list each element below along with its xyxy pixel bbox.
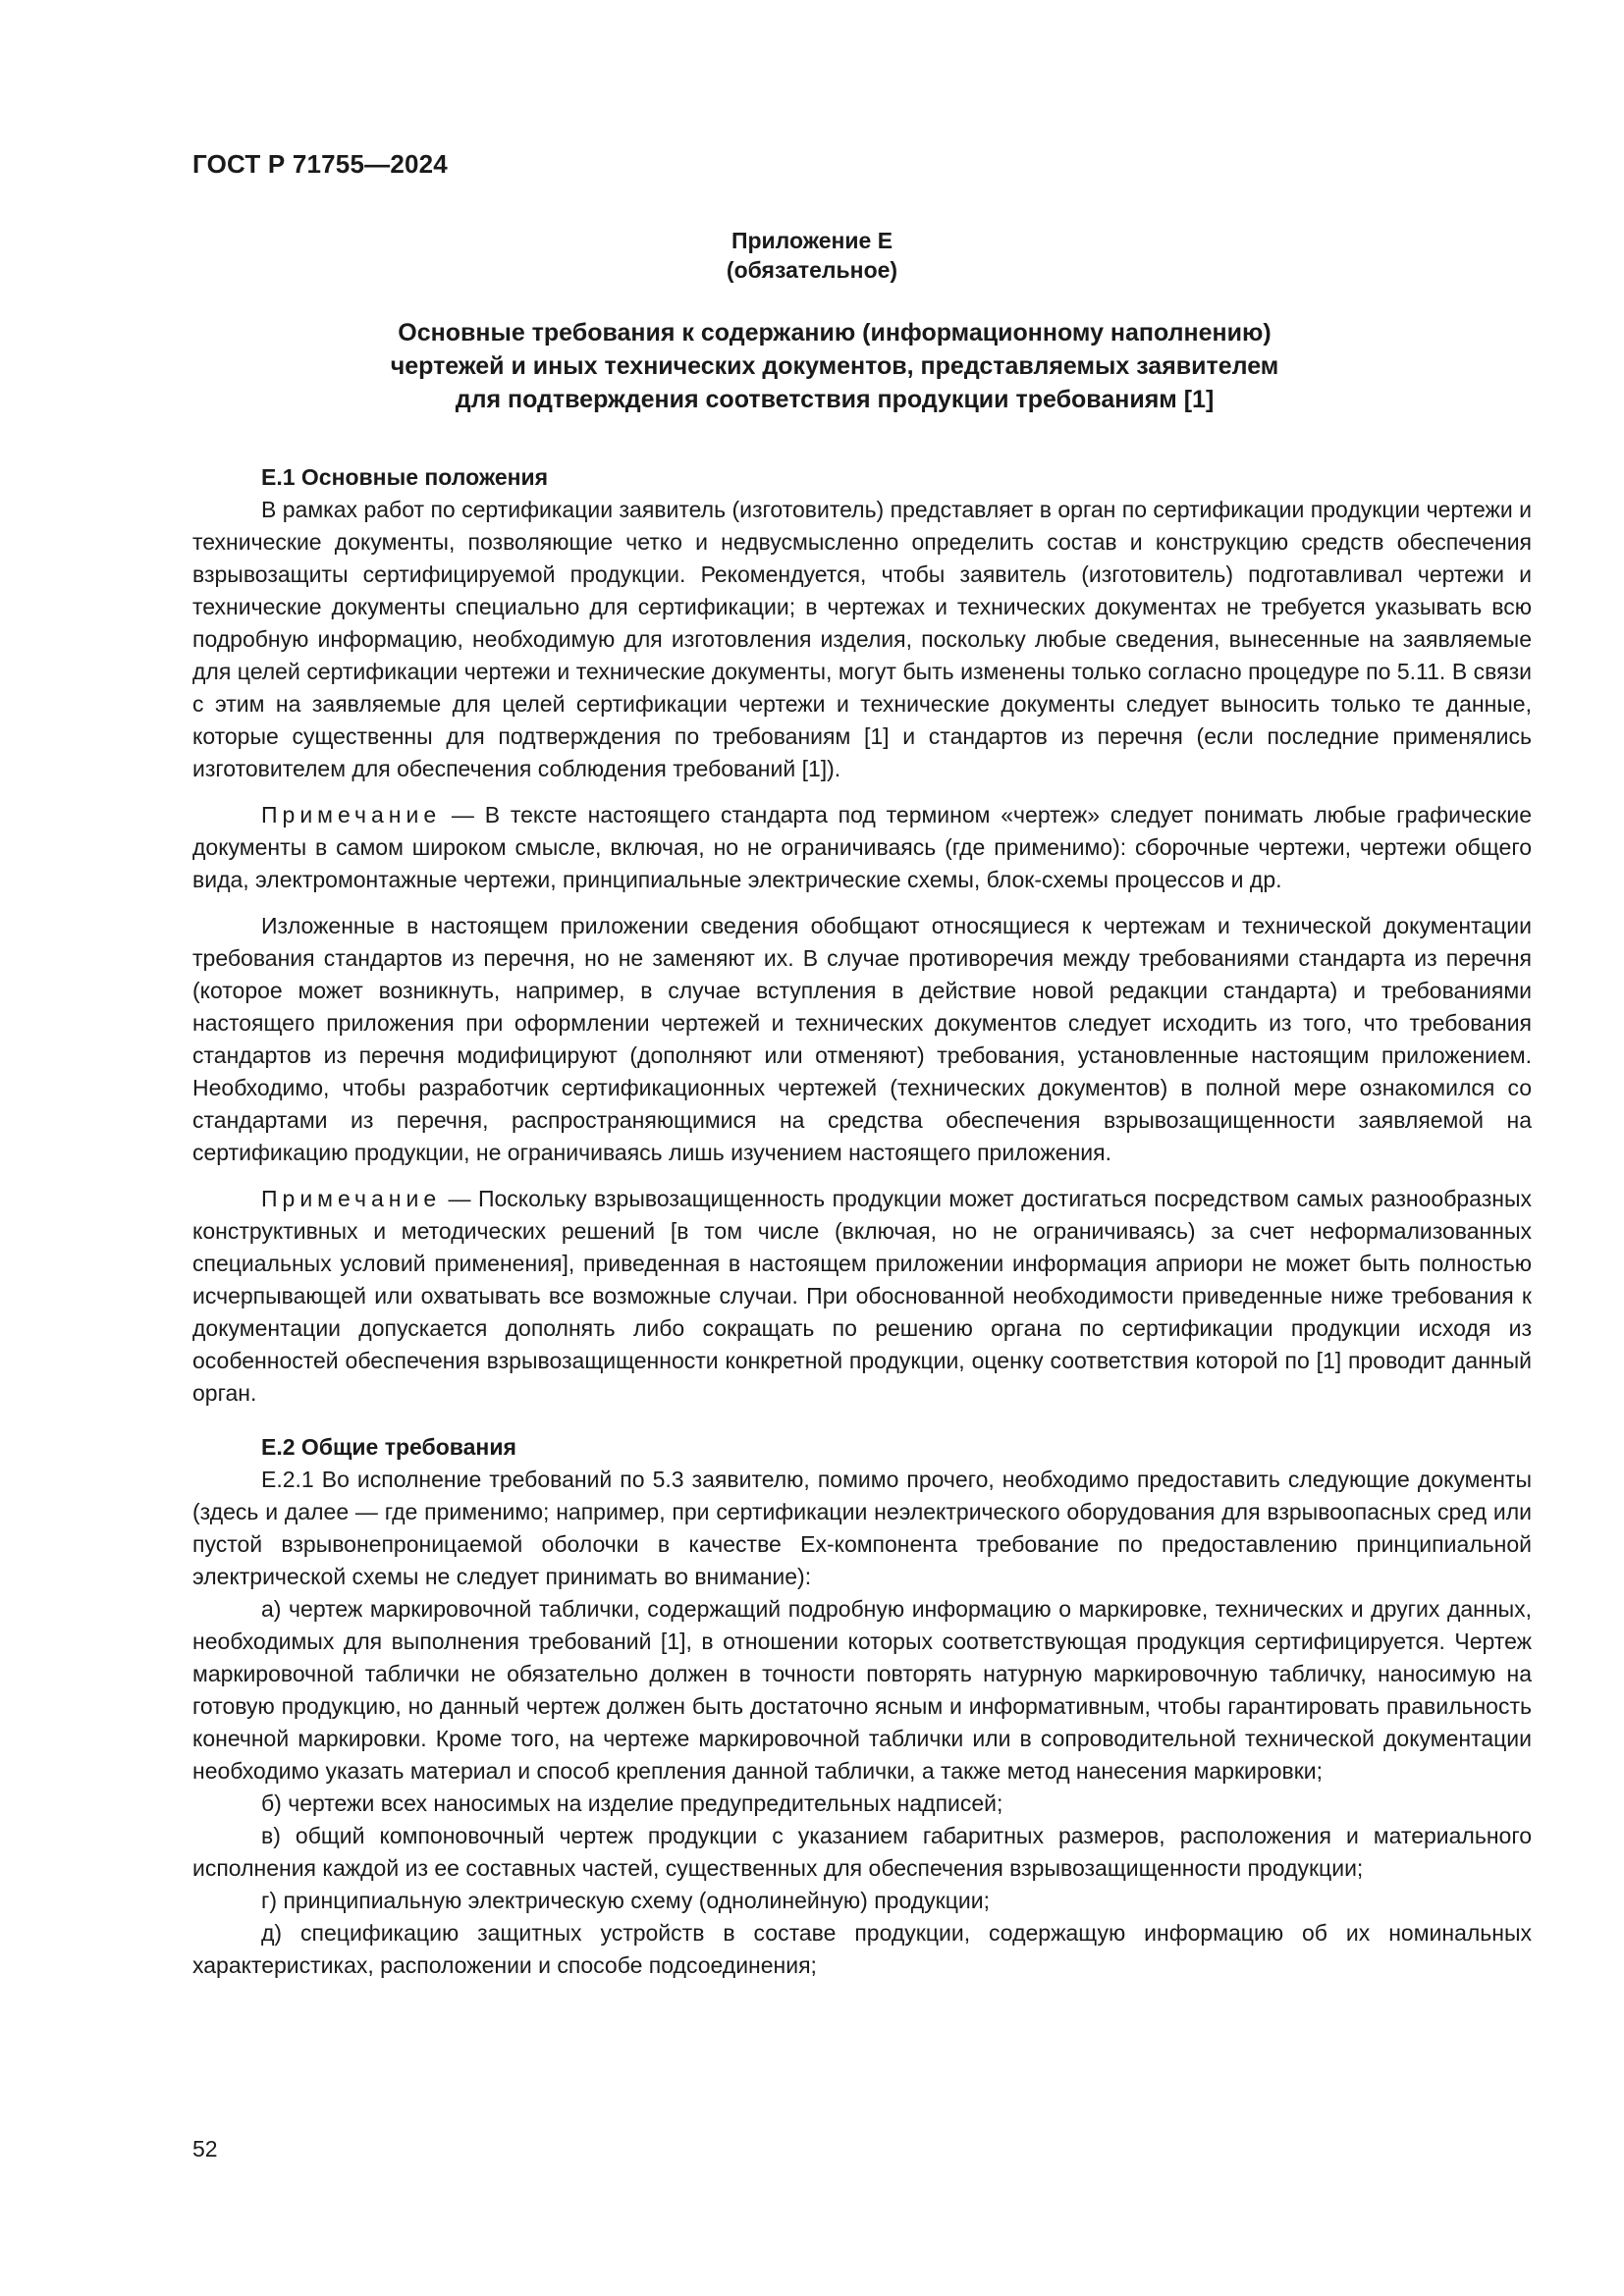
list-item: а) чертеж маркировочной таблички, содержащий подробную информацию о маркировке, технических и других данных, необходимых для выполнения требований [1], в отношении которых соответствующая продукция сертифицируется. Чертеж маркировочной таблички не обязательно должен в точности повторять натурную маркировочную табличку, наносимую на готовую продукцию, но данный чертеж должен быть достаточно ясным и информативным, чтобы гарантировать правильность конечной маркировки. Кроме того, на чертеже маркировочной таблички или в сопроводительной технической документации необходимо указать материал и способ крепления данной таблички, а также метод нанесения маркировки; <box>192 1596 1532 1784</box>
paragraph: В рамках работ по сертификации заявитель (изготовитель) представляет в орган по сертификации продукции чертежи и технические документы, позволяющие четко и недвусмысленно определить состав и конструкцию средств обеспечения взрывозащиты сертифицируемой продукции. Рекомендуется, чтобы заявитель (изготовитель) подготавливал чертежи и технические документы специально для сертификации; в чертежах и технических документах не требуется указывать всю подробную информацию, необходимую для изготовления изделия, поскольку любые сведения, вынесенные на заявляемые для целей сертификации чертежи и технические документы, могут быть изменены только согласно процедуре по 5.11. В связи с этим на заявляемые для целей сертификации чертежи и технические документы следует выносить только те данные, которые существенны для подтверждения по требованиям [1] и стандартов из перечня (если последние применялись изготовителем для обеспечения соблюдения требований [1]). <box>192 497 1532 781</box>
list-item: б) чертежи всех наносимых на изделие предупредительных надписей; <box>261 1790 1003 1816</box>
paragraph: Е.2.1 Во исполнение требований по 5.3 заявителю, помимо прочего, необходимо предоставить следующие документы (здесь и далее — где применимо; например, при сертификации неэлектрического оборудования для взрывоопасных сред или пустой взрывонепроницаемой оболочки в качестве Ех-компонента требование по предоставлению принципиальной электрической схемы не следует принимать во внимание): <box>192 1467 1532 1589</box>
appendix-status: (обязательное) <box>726 257 898 283</box>
list-item: г) принципиальную электрическую схему (однолинейную) продукции; <box>261 1888 990 1913</box>
list-item: в) общий компоновочный чертеж продукции с указанием габаритных размеров, расположения и материального исполнения каждой из ее составных частей, существенных для обеспечения взрывозащищенности продукции; <box>192 1823 1532 1881</box>
note-label: Примечание <box>261 802 442 828</box>
list-item: д) спецификацию защитных устройств в составе продукции, содержащую информацию об их номинальных характеристиках, расположении и способе подсоединения; <box>192 1920 1532 1978</box>
note-text: — В тексте настоящего стандарта под термином «чертеж» следует понимать любые графические документы в самом широком смысле, включая, но не ограничиваясь (где применимо): сборочные чертежи, чертежи общего вида, электромонтажные чертежи, принципиальные электрические схемы, блок-схемы процессов и др. <box>192 802 1532 892</box>
note-label: Примечание <box>261 1186 442 1211</box>
note-paragraph <box>192 1183 1532 1410</box>
appendix-header <box>0 226 1624 285</box>
appendix-title <box>295 316 1375 416</box>
appendix-title-line: Основные требования к содержанию (информационному наполнению) <box>398 319 1272 347</box>
page-number: 52 <box>192 2136 218 2162</box>
note-text: — Поскольку взрывозащищенность продукции может достигаться посредством самых разнообразных конструктивных и методических решений [в том числе (включая, но не ограничиваясь) за счет неформализованных специальных условий применения], приведенная в настоящем приложении информация априори не может быть полностью исчерпывающей или охватывать все возможные случаи. При обоснованной необходимости приведенные ниже требования к документации допускается дополнять либо сокращать по решению органа по сертификации продукции исходя из особенностей обеспечения взрывозащищенности конкретной продукции, оценку соответствия которой по [1] проводит данный орган. <box>192 1186 1532 1406</box>
note-paragraph <box>192 799 1532 896</box>
appendix-title-line: для подтверждения соответствия продукции требованиям [1] <box>455 386 1215 413</box>
appendix-label: Приложение Е <box>731 228 893 253</box>
paragraph: Изложенные в настоящем приложении сведения обобщают относящиеся к чертежам и технической документации требования стандартов из перечня, но не заменяют их. В случае противоречия между требованиями стандарта из перечня (которое может возникнуть, например, в случае вступления в действие новой редакции стандарта) и требованиями настоящего приложения при оформлении чертежей и технических документов следует исходить из того, что требования стандартов из перечня модифицируют (дополняют или отменяют) требования, установленные настоящим приложением. Необходимо, чтобы разработчик сертификационных чертежей (технических документов) в полной мере ознакомился со стандартами из перечня, распространяющимися на средства обеспечения взрывозащищенности заявляемой на сертификацию продукции, не ограничиваясь лишь изучением настоящего приложения. <box>192 913 1532 1165</box>
section-heading-e2: Е.2 Общие требования <box>261 1434 516 1460</box>
document-code: ГОСТ Р 71755—2024 <box>192 149 448 179</box>
appendix-title-line: чертежей и иных технических документов, представляемых заявителем <box>390 352 1279 380</box>
section-heading-e1: Е.1 Основные положения <box>261 464 549 490</box>
document-body <box>192 461 1532 1982</box>
